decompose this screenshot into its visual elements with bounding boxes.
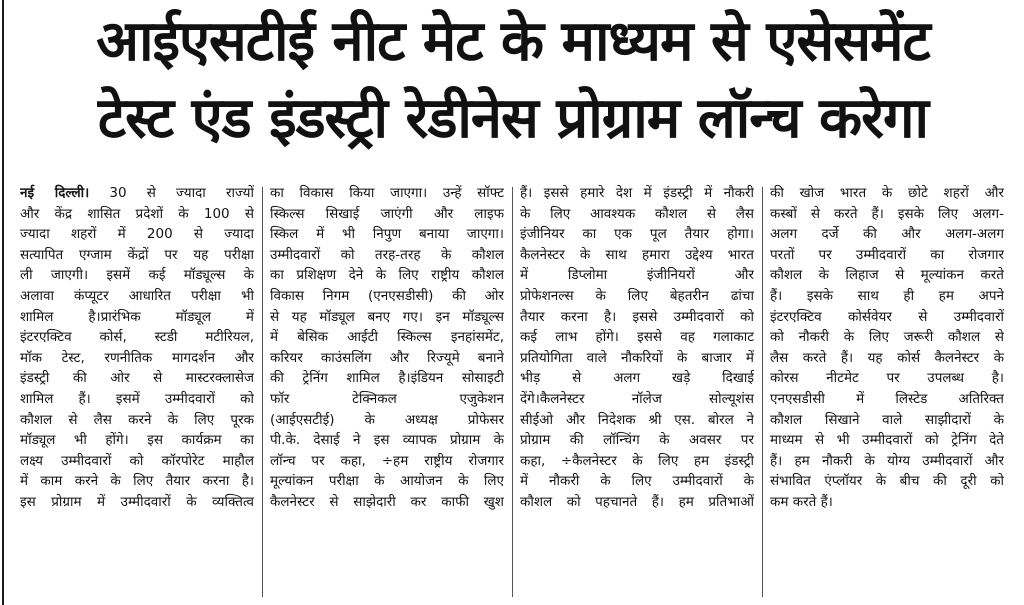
- article-line: इंडस्ट्री की ओर से मास्टरक्लासेज: [20, 370, 254, 387]
- article-line: कैलनेस्टर से साझेदारी कर काफी खुश: [270, 493, 504, 510]
- article-line: हैं। इससे हमारे देश में इंडस्ट्री में नौकरी: [520, 185, 754, 201]
- article-line: सीईओ और निदेशक श्री एस. बोरल ने: [520, 411, 754, 428]
- article-line: में काम करने के लिए तैयार करना है।: [20, 473, 254, 490]
- article-line: करियर काउंसलिंग और रिज्यूमे बनाने: [270, 349, 504, 366]
- article-line: का प्रशिक्षण देने के लिए राष्ट्रीय कौशल: [270, 267, 504, 284]
- article-line: की ट्रेनिंग शामिल है।इंडियन सोसाइटी: [270, 370, 504, 387]
- article-line: कौशल से लैस करने के लिए पूरक: [20, 411, 254, 428]
- article-line: लैस करते हैं। यह कोर्स कैलनेस्टर के: [770, 349, 1004, 366]
- article-column-4: [770, 183, 1004, 601]
- article-line: भीड़ से अलग खड़े दिखाई: [520, 370, 754, 387]
- article-line: की खोज भारत के छोटे शहरों और: [770, 185, 1004, 201]
- article-line: ली जाएगी। इसमें कई मॉड्यूल्स के: [20, 267, 254, 284]
- article-body: [20, 183, 1016, 601]
- article-line: परतों पर उम्मीदवारों का रोजगार: [770, 246, 1004, 263]
- article-line: पी.के. देसाई ने इस व्यापक प्रोग्राम के: [270, 432, 504, 449]
- article-line-text: 30 से ज्यादा राज्यों: [89, 185, 254, 201]
- article-line: लक्ष्य उम्मीदवारों को कॉरपोरेट माहौल: [20, 452, 254, 469]
- article-line: शामिल हैं। इसमें उम्मीदवारों को: [20, 390, 254, 407]
- article-line: लॉन्च पर कहा, ÷हम राष्ट्रीय रोजगार: [270, 452, 504, 469]
- article-line: (आईएसटीई) के अध्यक्ष प्रोफेसर: [270, 411, 504, 428]
- article-line: उम्मीदवारों को तरह-तरह के कौशल: [270, 246, 504, 263]
- article-line: कौशल के लिहाज से मूल्यांकन करते: [770, 267, 1004, 284]
- article-line: शामिल है।प्रारंभिक मॉड्यूल में: [20, 308, 254, 325]
- page-edge-rule: [2, 0, 4, 605]
- headline-line-2: टेस्ट एंड इंडस्ट्री रेडीनेस प्रोग्राम लॉन्च करेगा: [97, 86, 929, 151]
- article-line: माध्यम से भी उम्मीदवारों को ट्रेनिंग देते: [770, 432, 1004, 449]
- column-divider: [262, 187, 263, 597]
- article-line: कम करते हैं।: [770, 493, 833, 510]
- article-line: से यह मॉड्यूल बनए गए। इन मॉड्यूल्स: [270, 308, 504, 325]
- article-line: कोरस नीटमेट पर उपलब्ध है।: [770, 370, 1004, 387]
- article-line: संभावित एंप्लॉयर के बीच की दूरी को: [770, 473, 1004, 490]
- column-divider: [512, 187, 513, 597]
- article-column-2: [270, 183, 504, 601]
- article-line: हैं। इसके साथ ही हम अपने: [770, 287, 1004, 304]
- article-line: कस्बों से करते हैं। इसके लिए अलग-: [770, 205, 1004, 222]
- article-line: विकास निगम (एनएसडीसी) की ओर: [270, 287, 504, 304]
- article-line: कई लाभ होंगे। इससे वह गलाकाट: [520, 329, 754, 346]
- article-line: ज्यादा शहरों में 200 से ज्यादा: [20, 226, 254, 243]
- dateline: नई दिल्ली।: [20, 185, 90, 201]
- article-line: में डिप्लोमा इंजीनियरों और: [520, 267, 754, 284]
- article-line: इंटरएक्टिव कोर्सवेयर से उम्मीदवारों: [770, 308, 1004, 325]
- article-line: एनएसडीसी में लिस्टेड अतिरिक्त: [770, 390, 1004, 407]
- article-line: हैं। हम नौकरी के योग्य उम्मीदवारों और: [770, 452, 1004, 469]
- article-line: मॉड्यूल भी होंगे। इस कार्यक्रम का: [20, 432, 254, 449]
- article-line: मूल्यांकन परीक्षा के आयोजन के लिए: [270, 473, 504, 490]
- headline-line-1: आईएसटीई नीट मेट के माध्यम से एसेसमेंट: [96, 9, 930, 74]
- article-column-1: [20, 183, 254, 601]
- article-line: [20, 183, 254, 204]
- article-line: इस प्रोग्राम में उम्मीदवारों के व्यक्तित्व: [20, 493, 254, 510]
- article-line: सत्यापित एग्जाम केंद्रों पर यह परीक्षा: [20, 246, 254, 263]
- article-line: में बेसिक आईटी स्किल्स इनहांसमेंट,: [270, 329, 504, 346]
- article-column-3: [520, 183, 754, 601]
- article-line: इंजीनियर का एक पूल तैयार होगा।: [520, 226, 754, 243]
- article-line: देंगे।कैलनेस्टर नॉलेज सोल्यूशंस: [520, 390, 754, 407]
- column-divider: [762, 187, 763, 597]
- article-line: के लिए आवश्यक कौशल से लैस: [520, 205, 754, 222]
- article-line: स्किल में भी निपुण बनाया जाएगा।: [270, 226, 504, 243]
- article-line: कैलनेस्टर के साथ हमारा उद्देश्य भारत: [520, 246, 754, 263]
- article-line: प्रोफेशनल्स के लिए बेहतरीन ढांचा: [520, 287, 754, 304]
- article-line: इंटरएक्टिव कोर्स, स्टडी मटीरियल,: [20, 329, 254, 346]
- article-line: में नौकरी के लिए उम्मीदवारों के: [520, 473, 754, 490]
- article-line: कौशल को पहचानते हैं। हम प्रतिभाओं: [520, 493, 754, 510]
- article-line: अलावा कंप्यूटर आधारित परीक्षा भी: [20, 287, 254, 304]
- article-line: कहा, ÷कैलनेस्टर के लिए हम इंडस्ट्री: [520, 452, 754, 469]
- article-line: फॉर टेक्निकल एजुकेशन: [270, 390, 504, 407]
- article-line: कौशल सिखाने वाले साझीदारों के: [770, 411, 1004, 428]
- article-line: मॉक टेस्ट, रणनीतिक मागदर्शन और: [20, 349, 254, 366]
- article-line: प्रोग्राम की लॉन्चिंग के अवसर पर: [520, 432, 754, 449]
- article-line: प्रतियोगिता वाले नौकरियों के बाजार में: [520, 349, 754, 366]
- article-line: अलग दर्जे की और अलग-अलग: [770, 226, 1004, 243]
- article-line: स्किल्स सिखाई जाएंगी और लाइफ: [270, 205, 504, 222]
- article-line: को नौकरी के लिए जरूरी कौशल से: [770, 329, 1004, 346]
- article-line: और केंद्र शासित प्रदेशों के 100 से: [20, 205, 254, 222]
- article-line: का विकास किया जाएगा। उन्हें सॉफ्ट: [270, 185, 504, 201]
- article-line: तैयार करना है। इससे उम्मीदवारों को: [520, 308, 754, 325]
